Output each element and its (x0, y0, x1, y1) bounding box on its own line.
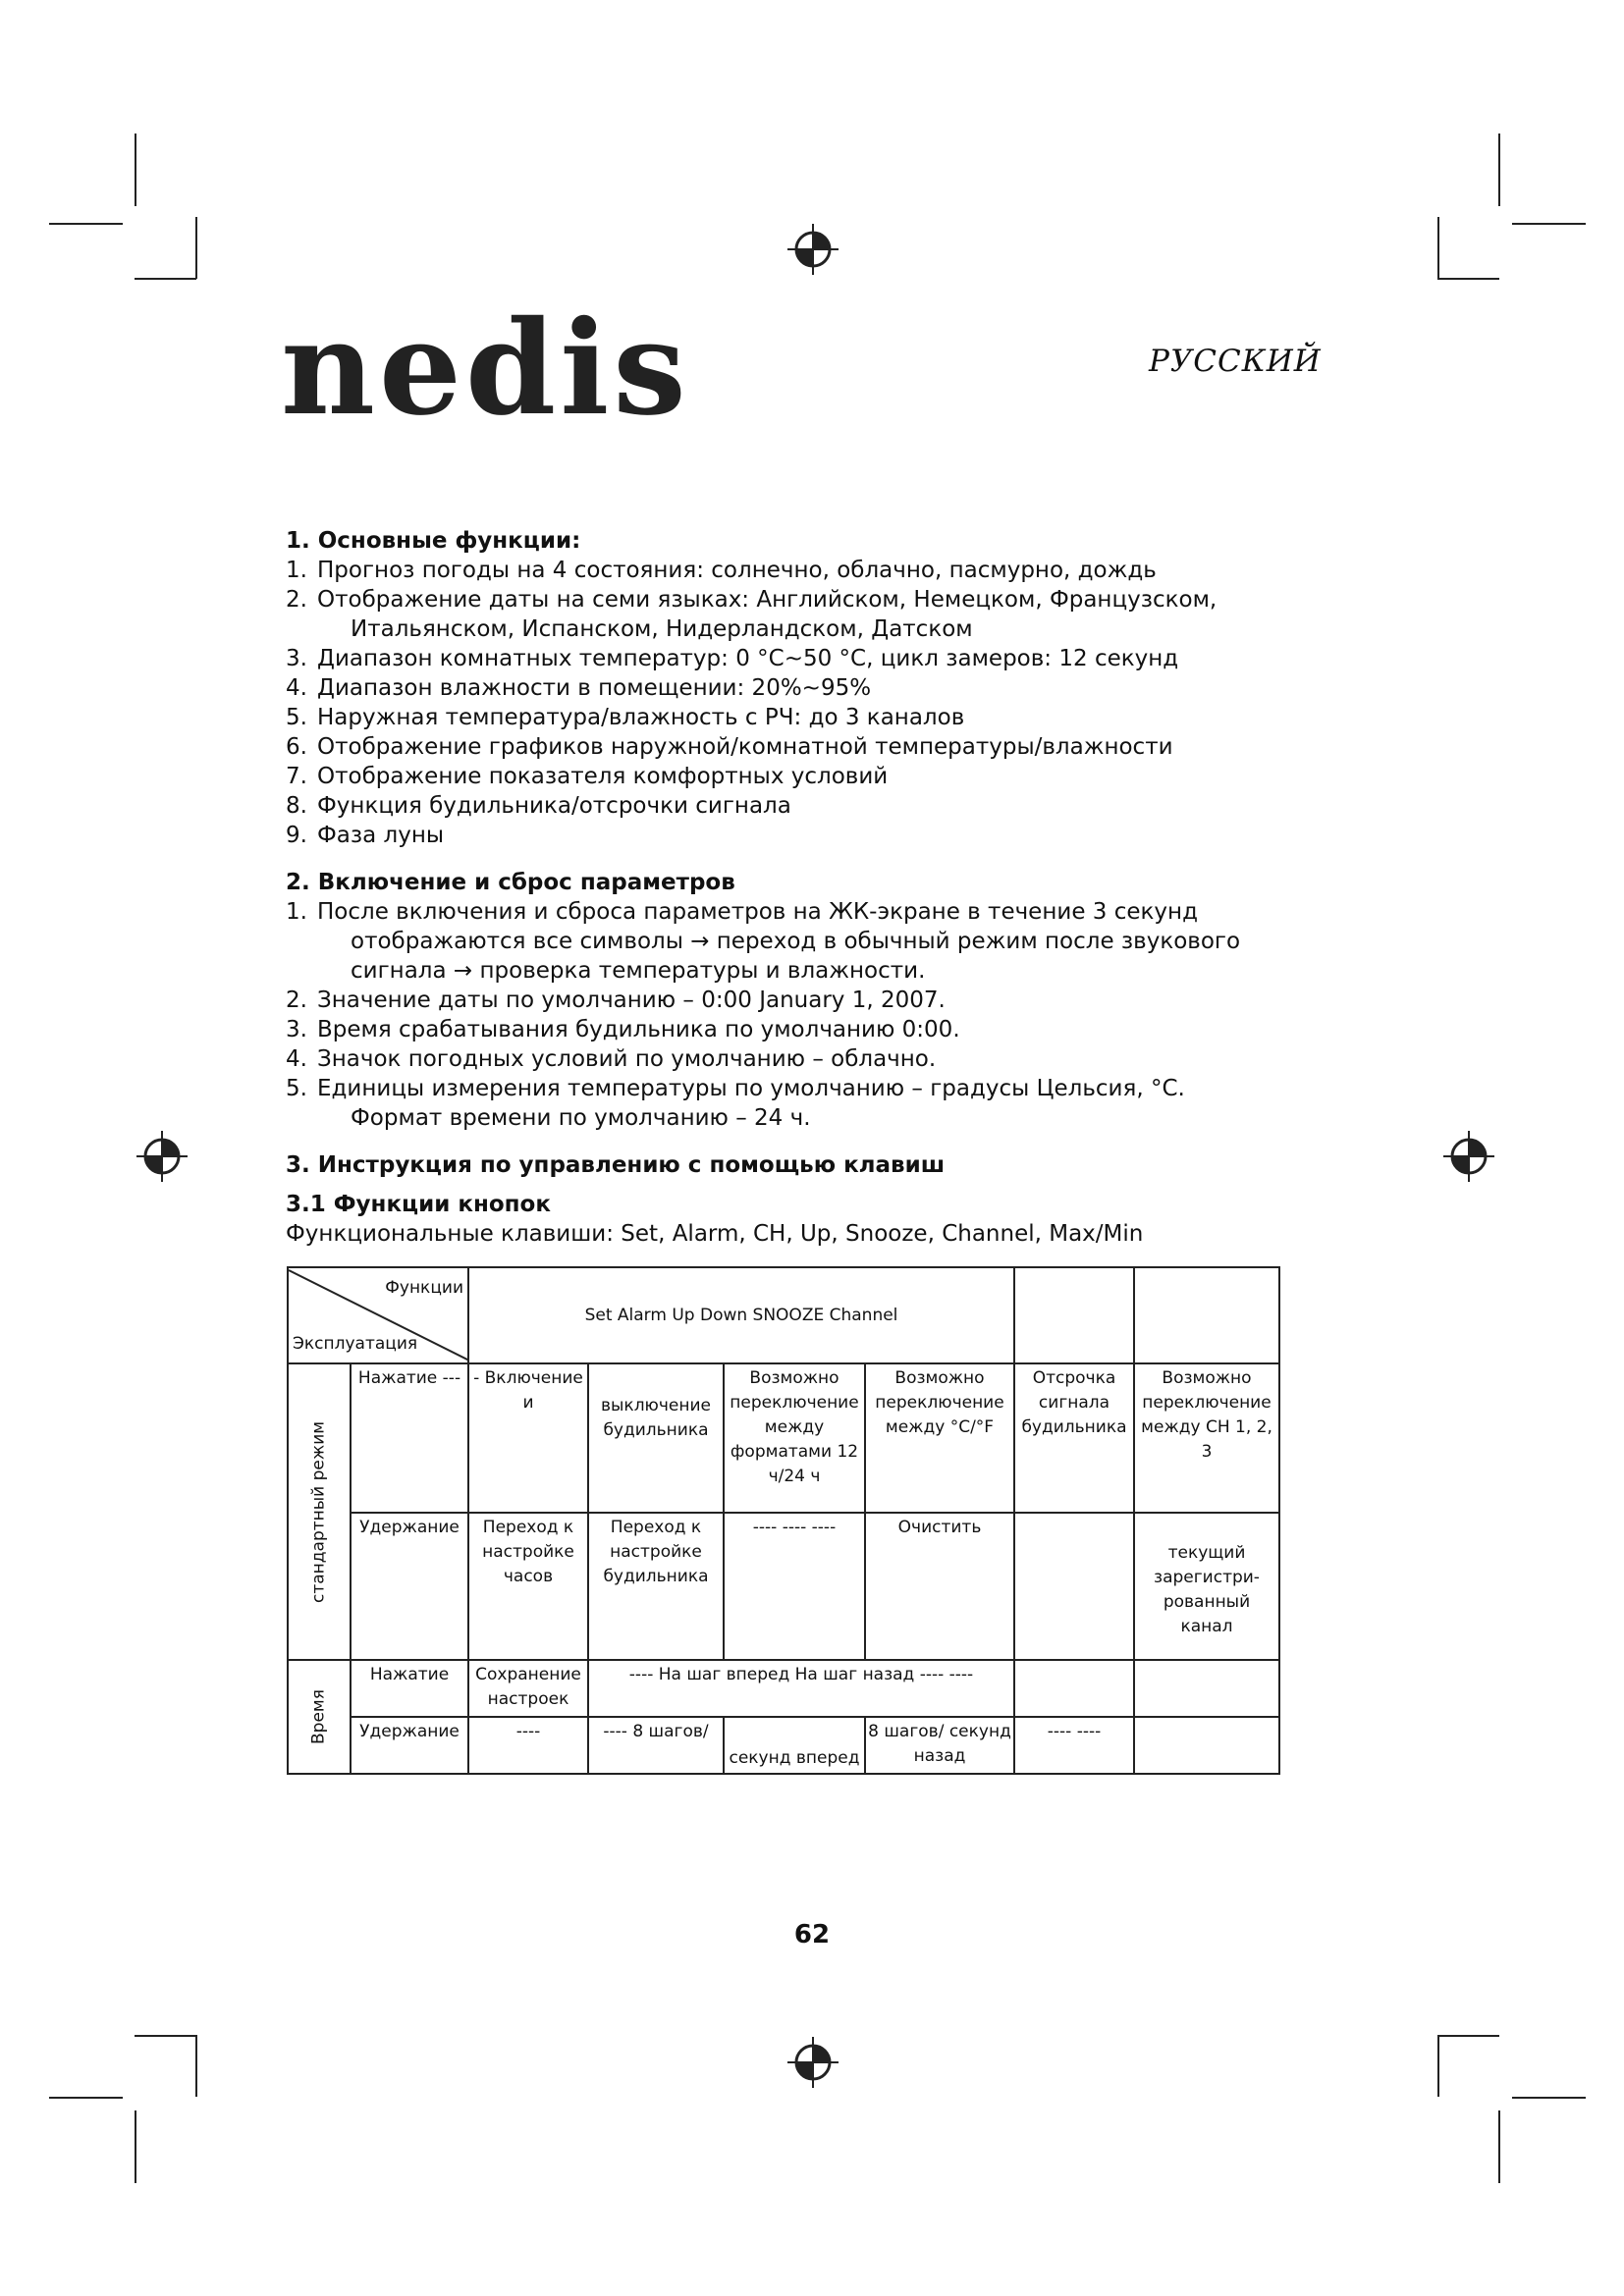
table-cell: ---- ---- (1014, 1717, 1134, 1774)
crop-mark (1437, 278, 1499, 280)
list-item: 4. Диапазон влажности в помещении: 20%~95% (286, 675, 872, 701)
crop-mark (135, 278, 196, 280)
list-item: 9. Фаза луны (286, 823, 445, 848)
section-heading: 2. Включение и сброс параметров (286, 870, 735, 895)
table-cell: Переход к настройке часов (468, 1513, 588, 1660)
list-item: 1. Прогноз погоды на 4 состояния: солнечно, облачно, пасмурно, дождь (286, 558, 1157, 583)
list-item: 5. Наружная температура/влажность с РЧ: до 3 каналов (286, 705, 965, 730)
table-cell: Возможно переключение между °C/°F (865, 1363, 1014, 1513)
list-item: 8. Функция будильника/отсрочки сигнала (286, 793, 791, 819)
table-cell: секунд вперед (724, 1717, 865, 1774)
table-cell: ---- На шаг вперед На шаг назад ---- ---- (588, 1660, 1014, 1717)
table-cell: ---- 8 шагов/ (588, 1717, 724, 1774)
table-cell (1134, 1717, 1279, 1774)
table-cell (1134, 1660, 1279, 1717)
page-number: 62 (793, 1920, 831, 1949)
reset-list (286, 897, 1317, 1133)
list-item: 3. Диапазон комнатных температур: 0 °C~50 °C, цикл замеров: 12 секунд (286, 646, 1179, 671)
table-cell: 8 шагов/ секунд назад (865, 1717, 1014, 1774)
table-corner-cell: Функции Эксплуатация (288, 1267, 468, 1363)
table-action-cell: Нажатие --- (351, 1363, 468, 1513)
crop-mark (135, 2035, 196, 2037)
brand-logo: nedis (281, 293, 690, 445)
feature-list (286, 556, 1317, 850)
list-item: 2. Значение даты по умолчанию – 0:00 January 1, 2007. (286, 988, 946, 1013)
table-group-label: Время (288, 1660, 351, 1774)
table-header-cell (1014, 1267, 1134, 1363)
subsection-heading: 3.1 Функции кнопок (286, 1192, 551, 1217)
list-item: 5. Единицы измерения температуры по умолчанию – градусы Цельсия, °C. Формат времени по умолчанию – 24 ч. (286, 1076, 1185, 1131)
crop-mark (135, 2110, 136, 2183)
crop-mark (49, 223, 123, 225)
table-cell: текущий зарегистри-рованный канал (1134, 1513, 1279, 1660)
list-item: 2. Отображение даты на семи языках: Английском, Немецком, Французском, Итальянском, Испанском, Нидерландском, Датском (286, 587, 1218, 642)
list-item: 3. Время срабатывания будильника по умолчанию 0:00. (286, 1017, 960, 1042)
button-function-table (287, 1266, 1280, 1775)
document-body (286, 526, 1317, 1249)
table-cell (1014, 1660, 1134, 1717)
crop-mark (195, 217, 197, 279)
table-cell: выключение будильника (588, 1363, 724, 1513)
table-action-cell: Удержание (351, 1513, 468, 1660)
registration-mark-icon (785, 2035, 840, 2090)
list-item: 6. Отображение графиков наружной/комнатной температуры/влажности (286, 734, 1173, 760)
registration-mark-icon (1441, 1129, 1496, 1184)
language-label: РУССКИЙ (1149, 344, 1322, 379)
list-item: 1. После включения и сброса параметров на ЖК-экране в течение 3 секунд отображаются все символы → переход в обычный режим после звукового сигнала → проверка температуры и влажности. (286, 899, 1241, 984)
crop-mark (1498, 2110, 1500, 2183)
table-cell: ---- ---- ---- (724, 1513, 865, 1660)
table-cell: Возможно переключение между CH 1, 2, 3 (1134, 1363, 1279, 1513)
list-item: 4. Значок погодных условий по умолчанию – облачно. (286, 1046, 937, 1072)
table-cell: Возможно переключение между форматами 12 ч/24 ч (724, 1363, 865, 1513)
crop-mark (1437, 217, 1439, 279)
crop-mark (135, 133, 136, 206)
table-cell: Сохранение настроек (468, 1660, 588, 1717)
table-header-keys: Set Alarm Up Down SNOOZE Channel (468, 1267, 1014, 1363)
crop-mark (1498, 133, 1500, 206)
table-action-cell: Удержание (351, 1717, 468, 1774)
crop-mark (195, 2035, 197, 2097)
crop-mark (1512, 223, 1586, 225)
table-group-label: стандартный режим (288, 1363, 351, 1660)
table-cell: - Включение и (468, 1363, 588, 1513)
section-heading: 3. Инструкция по управлению с помощью клавиш (286, 1152, 946, 1178)
crop-mark (49, 2097, 123, 2099)
registration-mark-icon (785, 222, 840, 277)
table-cell: Отсрочка сигнала будильника (1014, 1363, 1134, 1513)
registration-mark-icon (135, 1129, 189, 1184)
crop-mark (1437, 2035, 1499, 2037)
crop-mark (1437, 2035, 1439, 2097)
table-action-cell: Нажатие (351, 1660, 468, 1717)
table-cell: ---- (468, 1717, 588, 1774)
table-cell: Очистить (865, 1513, 1014, 1660)
keys-line: Функциональные клавиши: Set, Alarm, CH, Up, Snooze, Channel, Max/Min (286, 1221, 1144, 1247)
table-header-cell (1134, 1267, 1279, 1363)
table-cell (1014, 1513, 1134, 1660)
section-heading: 1. Основные функции: (286, 528, 581, 554)
table-cell: Переход к настройке будильника (588, 1513, 724, 1660)
list-item: 7. Отображение показателя комфортных условий (286, 764, 889, 789)
crop-mark (1512, 2097, 1586, 2099)
